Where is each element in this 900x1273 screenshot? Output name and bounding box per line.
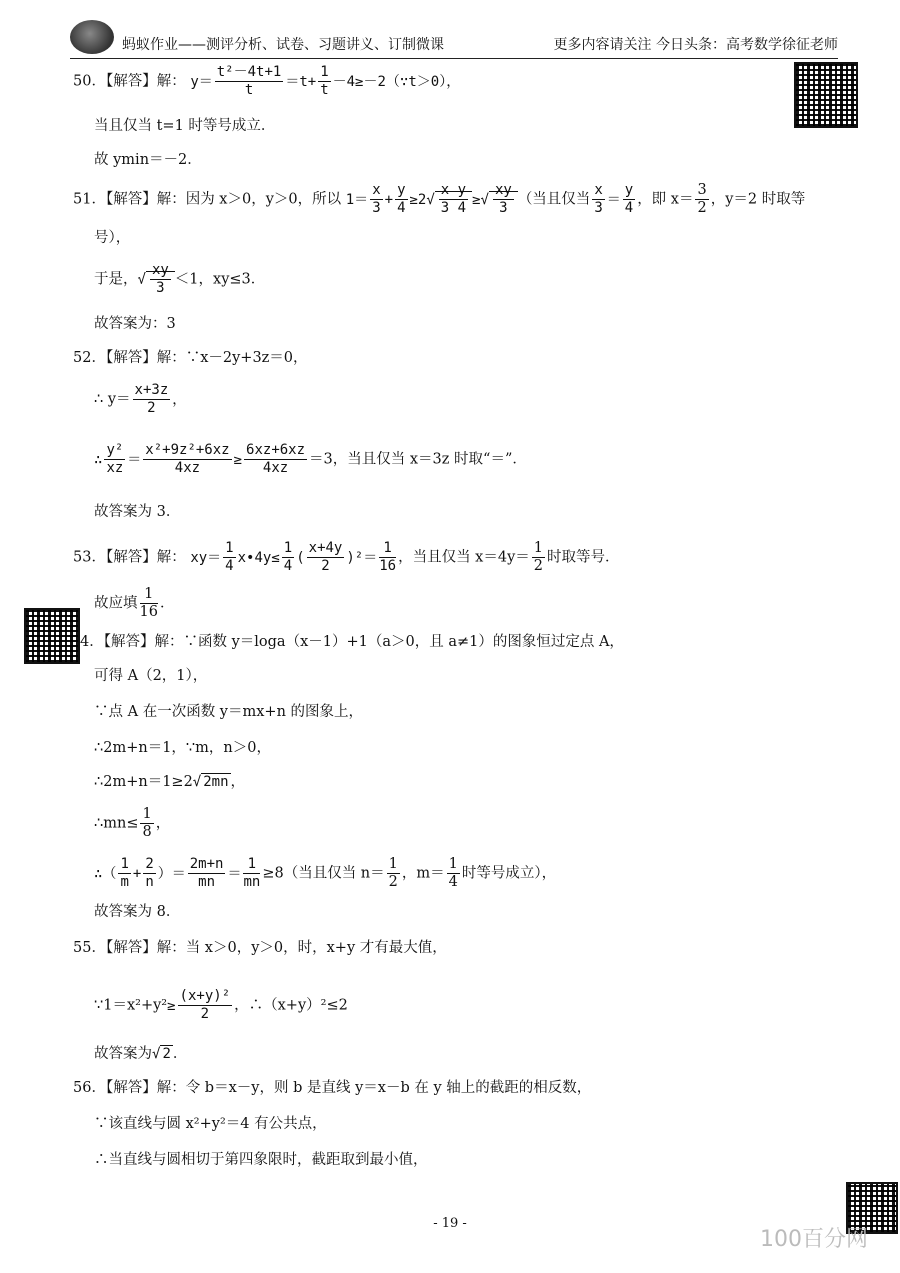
q50-line3: 故 ymin＝－2． <box>94 152 202 168</box>
q51-line1: 51．【解答】解：因为 x＞0，y＞0，所以 1＝ $\frac{x}{3}$ + $\frac{y}{4}$ ≥2√ $\frac{\text{x y}}{3 4}$ ≥√ $\frac{xy}{3}$ （当且仅当 $\frac{x}{3}$ ＝ $\frac{y}{4}$ ，即 x＝ $\frac{3}{2}$ ，y＝2 时取等 <box>73 182 806 216</box>
q54-line6: ∴mn≤ $\frac{1}{8}$ ， <box>94 806 171 840</box>
q54-line8: 故答案为 8． <box>94 904 181 920</box>
q54-line3: ∵点 A 在一次函数 y＝mx+n 的图象上， <box>94 704 364 720</box>
q55-line1: 55．【解答】解：当 x＞0，y＞0，时，x+y 才有最大值， <box>73 940 447 956</box>
q54-line4: ∴2m+n＝1，∵m，n＞0， <box>94 740 271 756</box>
q54-line2: 可得 A（2，1）， <box>94 668 208 684</box>
q52-line3: ∴ $\frac{\text{y²}}{xz}$ ＝ $\frac{\text{x²+9z²+6xz}}{4xz}$ ≥ $\frac{6xz+6xz}{4xz}$ ＝3，当且仅当 x＝3z 时取“＝”． <box>94 442 527 476</box>
q53-line2: 故应填 $\frac{1}{16}$ ． <box>94 586 175 620</box>
q50-line1: 50．【解答】解： y＝ $\frac{\text{t²－4t+1}}{t}$ ＝t+ $\frac{1}{t}$ －4≥－2（∵t＞0）， <box>73 64 461 98</box>
q52-line2: ∴ y＝ $\frac{x+3z}{2}$ ， <box>94 382 187 416</box>
q53-line1: 53．【解答】解： xy＝ $\frac{1}{4}$ x•4y≤ $\frac{1}{4}$ ( $\frac{x+4y}{2}$ )²＝ $\frac{1}{16}$ ，当且仅当 x＝4y＝ $\frac{1}{2}$ 时取等号． <box>73 540 620 574</box>
q55-line2: ∵1＝x²+y²≥ $\frac{\text{(x+y)²}}{2}$ ，∴（x+y）²≤2 <box>94 988 348 1022</box>
watermark-logo: 100百分网 <box>760 1227 868 1252</box>
page-number: - 19 - <box>433 1216 467 1231</box>
q50-line2: 当且仅当 t=1 时等号成立． <box>94 118 276 134</box>
q56-line1: 56．【解答】解：令 b＝x－y，则 b 是直线 y＝x－b 在 y 轴上的截距的相反数， <box>73 1080 592 1096</box>
page-header <box>70 18 838 59</box>
q52-line1: 52．【解答】解：∵x－2y+3z＝0， <box>73 350 308 366</box>
q52-line4: 故答案为 3． <box>94 504 181 520</box>
q54-line5: ∴2m+n＝1≥2√ 2mn ， <box>94 774 246 790</box>
q54-line1: 4．【解答】解：∵函数 y＝loga（x－1）+1（a＞0，且 a≠1）的图象恒过定点 A， <box>80 634 624 650</box>
q54-line7: ∴（ $\frac{1}{m}$ + $\frac{2}{n}$ ）＝ $\frac{2m+n}{mn}$ ＝ $\frac{1}{mn}$ ≥8（当且仅当 n＝ $\frac{1}{2}$ ，m＝ $\frac{1}{4}$ 时等号成立）， <box>94 856 557 890</box>
q51-line3: 于是，√ $\frac{xy}{3}$ ＜1，xy≤3． <box>94 262 266 296</box>
q51-line2: 号）， <box>94 230 131 246</box>
header-left-text: 蚂蚁作业——测评分析、试卷、习题讲义、订制微课 <box>122 37 444 53</box>
brand-logo <box>70 20 114 54</box>
q55-line3: 故答案为√ 2 ． <box>94 1046 188 1062</box>
qr-code-top <box>794 62 858 128</box>
q51-line4: 故答案为：3 <box>94 316 176 332</box>
q56-line2: ∵该直线与圆 x²+y²＝4 有公共点， <box>94 1116 327 1132</box>
q56-line3: ∴当直线与圆相切于第四象限时，截距取到最小值， <box>94 1152 428 1168</box>
qr-code-left <box>24 608 80 664</box>
header-right-text: 更多内容请关注 今日头条：高考数学徐征老师 <box>553 37 838 53</box>
